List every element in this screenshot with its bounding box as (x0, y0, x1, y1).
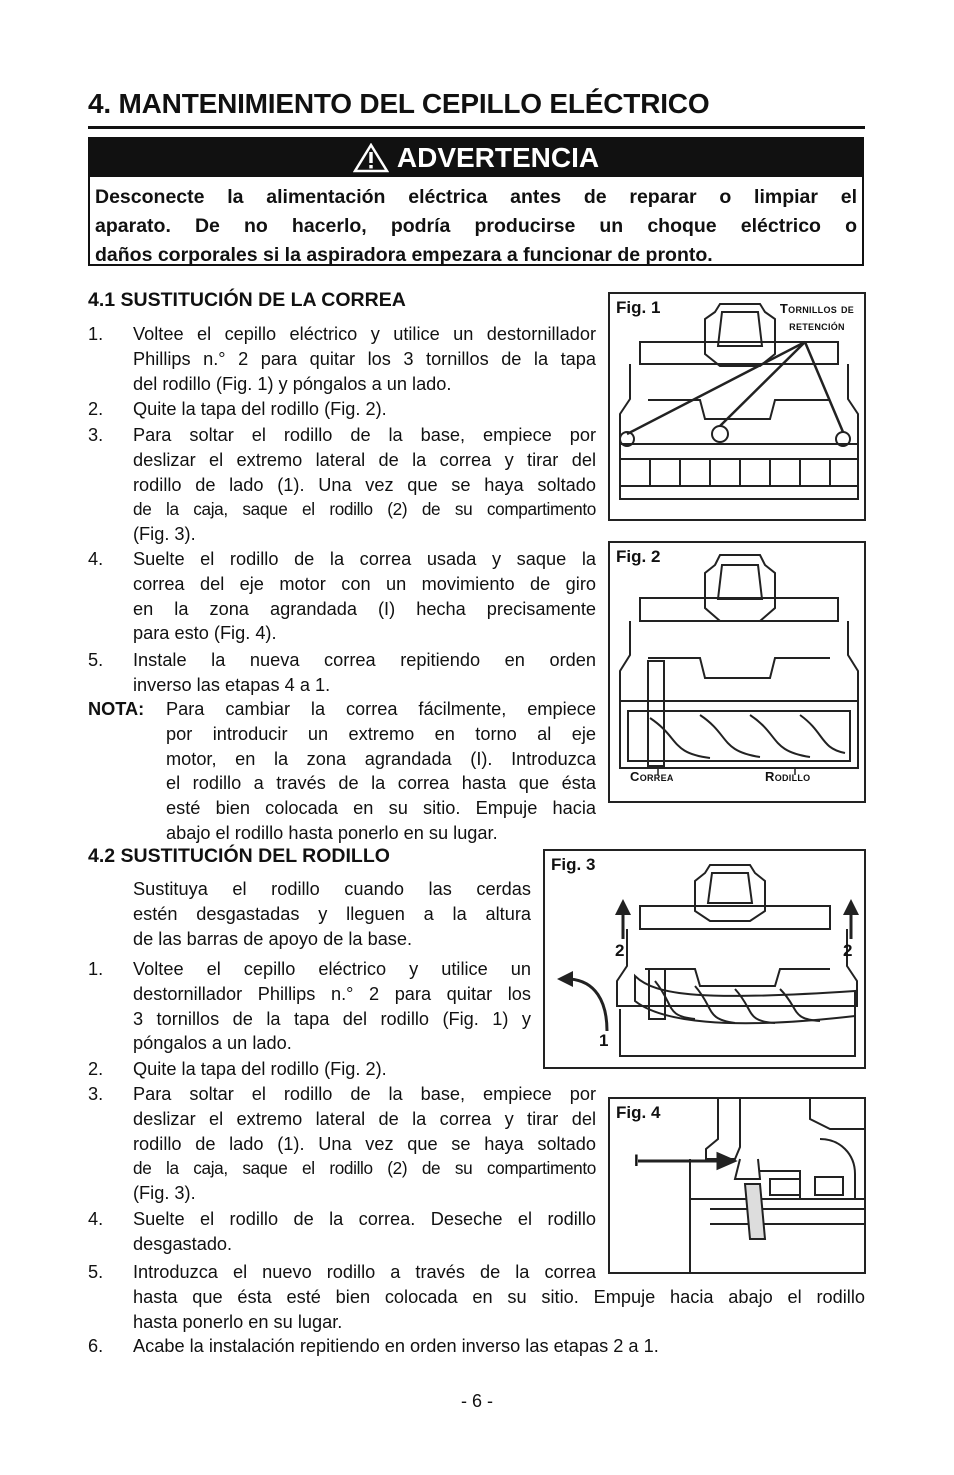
figure-2-illustration (610, 543, 866, 803)
figure-4-illustration (610, 1099, 866, 1274)
figure-3-marker-2-right: 2 (843, 941, 853, 960)
figure-4-label: Fig. 4 (616, 1103, 661, 1122)
section-heading-belt: 4.1 SUSTITUCIÓN DE LA CORREA (88, 289, 406, 311)
figure-1-callout: Tornillos de retención (779, 301, 855, 333)
figure-2-label: Fig. 2 (616, 547, 661, 566)
figure-3-illustration (545, 851, 866, 1069)
section-heading-roller: 4.2 SUSTITUCIÓN DEL RODILLO (88, 845, 390, 867)
figure-4-marker-i: I (634, 1151, 639, 1170)
warning-text: Desconecte la alimentación eléctrica antes de reparar o limpiar el aparato. De no hacerlo, podría producirse un choque eléctrico o daños corporales si la aspiradora empezara a funcionar de pronto. (95, 186, 857, 266)
title-rule (88, 126, 865, 129)
warning-box (88, 137, 864, 266)
figure-1 (608, 292, 866, 521)
note-label: NOTA: (88, 699, 145, 719)
warning-header (90, 139, 862, 177)
page-number: - 6 - (460, 1391, 493, 1411)
figure-3-marker-2-left: 2 (615, 941, 625, 960)
warning-triangle-icon (353, 143, 389, 173)
figure-2-callout-roller: Rodillo (765, 769, 811, 784)
figure-2-callout-belt: Correa (630, 769, 674, 784)
figure-1-label: Fig. 1 (616, 298, 661, 317)
figure-3-marker-1: 1 (599, 1031, 609, 1050)
figure-2 (608, 541, 866, 803)
warning-heading: ADVERTENCIA (396, 142, 600, 173)
figure-3-label: Fig. 3 (551, 855, 596, 874)
figure-4 (608, 1097, 866, 1274)
figure-3 (543, 849, 866, 1069)
page-title: 4. MANTENIMIENTO DEL CEPILLO ELÉCTRICO (88, 88, 710, 119)
